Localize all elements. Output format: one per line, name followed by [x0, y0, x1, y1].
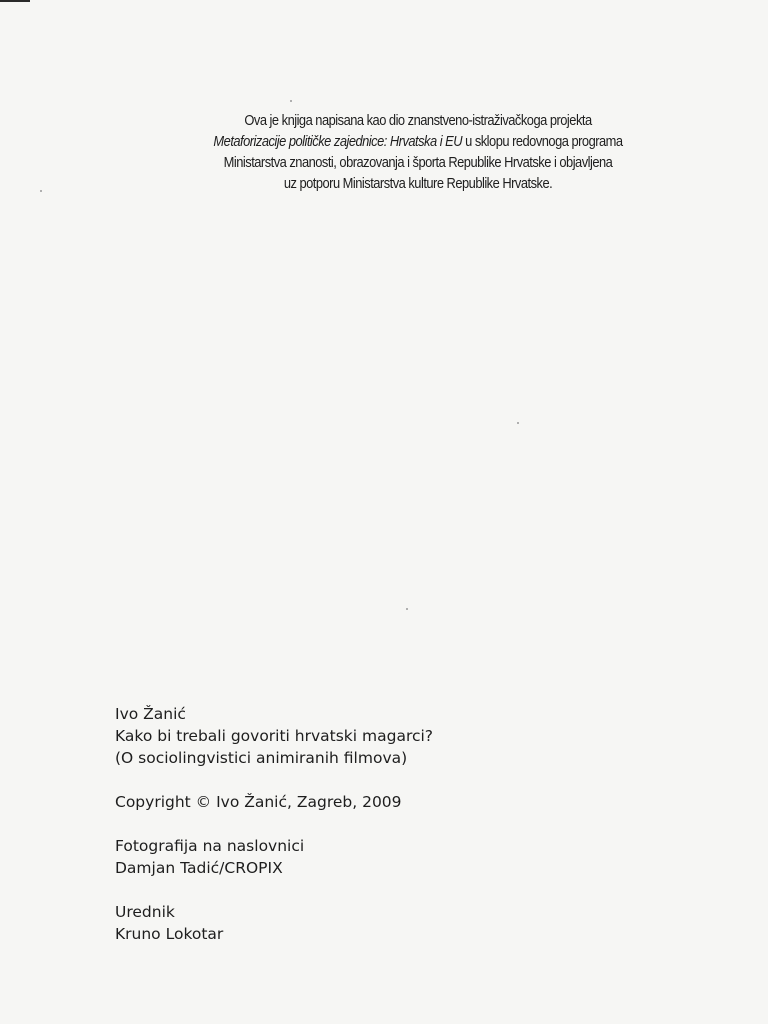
funding-line-2 [188, 131, 649, 152]
colophon [115, 703, 433, 945]
scan-speck [406, 608, 408, 610]
editor-info [115, 901, 433, 945]
scan-speck [40, 190, 42, 192]
project-title: Metaforizacije političke zajednice: Hrvatska i EU [213, 133, 463, 150]
funding-line-4: uz potporu Ministarstva kulture Republike Hrvatske. [283, 175, 553, 192]
book-subtitle: (O sociolingvistici animiranih filmova) [115, 749, 408, 767]
editor-label: Urednik [115, 903, 175, 921]
cover-photo-credit: Damjan Tadić/CROPIX [115, 859, 283, 877]
funding-line-1: Ova je knjiga napisana kao dio znanstveno-istraživačkoga projekta [244, 112, 592, 129]
scan-speck [290, 100, 292, 102]
funding-line-3: Ministarstva znanosti, obrazovanja i športa Republike Hrvatske i objavljena [223, 154, 613, 171]
scan-corner-mark [0, 0, 30, 2]
cover-photo-label: Fotografija na naslovnici [115, 837, 305, 855]
copyright-line: Copyright © Ivo Žanić, Zagreb, 2009 [115, 793, 402, 811]
book-title: Kako bi trebali govoriti hrvatski magarci? [115, 727, 434, 745]
scan-speck [517, 422, 519, 424]
author-name: Ivo Žanić [115, 705, 186, 723]
editor-name: Kruno Lokotar [115, 925, 224, 943]
book-info [115, 703, 433, 769]
funding-note [188, 110, 649, 194]
copyright-info [115, 791, 433, 813]
funding-line-2-rest: u sklopu redovnoga programa [462, 133, 623, 150]
cover-photo-info [115, 835, 433, 879]
